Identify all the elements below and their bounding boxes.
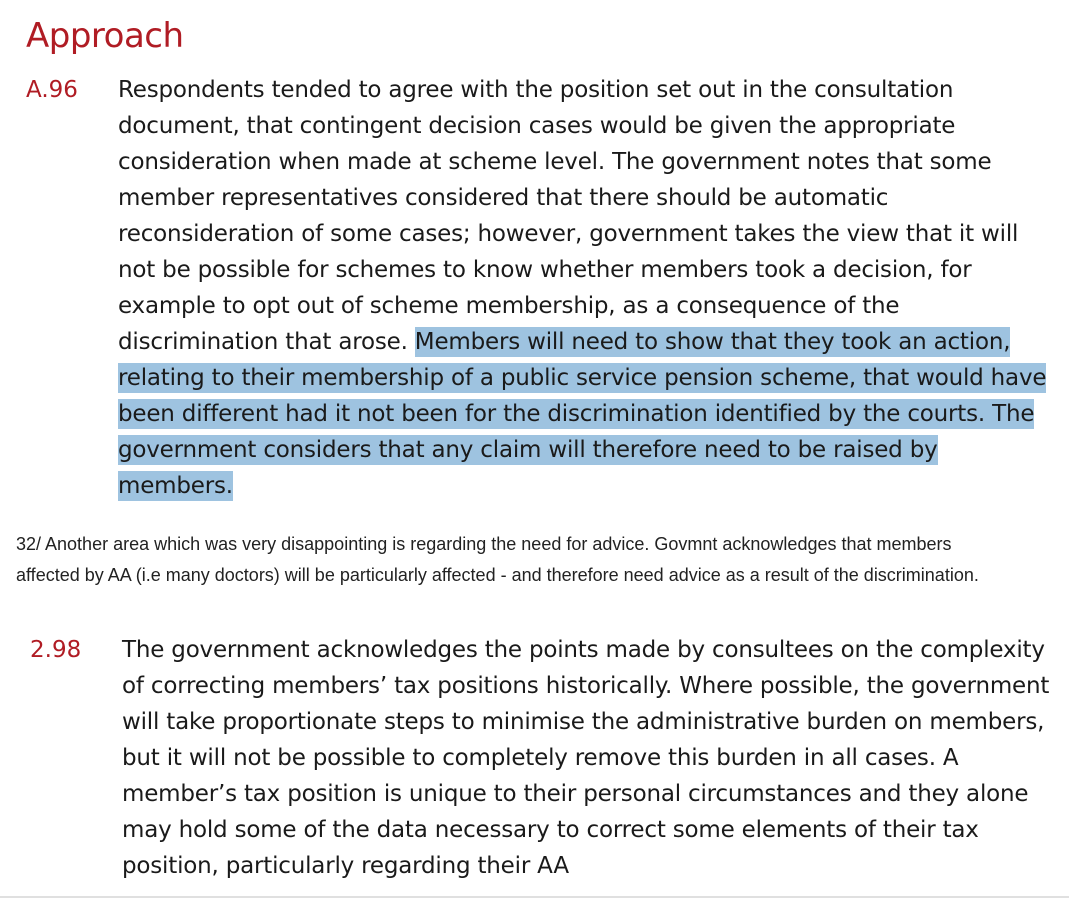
paragraph-a96 (26, 72, 1056, 504)
paragraph-number: A.96 (26, 77, 78, 103)
paragraph-body: The government acknowledges the points made by consultees on the complexity of correcting members’ tax positions historically. Where possible, the government will take proportionate steps to minimise the administrative burden on members, but it will not be possible to completely remove this burden in all cases. A member’s tax position is unique to their personal circumstances and they alone may hold some of the data necessary to correct some elements of their tax position, particularly regarding their AA (122, 637, 1050, 879)
paragraph-2-98 (30, 632, 1060, 884)
section-title: Approach (26, 16, 184, 56)
paragraph-text: Respondents tended to agree with the position set out in the consultation document, that contingent decision cases would be given the appropriate consideration when made at scheme level. The government notes that some member representatives considered that there should be automatic reconsideration of some cases; however, government takes the view that it will not be possible for schemes to know whether members took a decision, for example to opt out of scheme membership, as a consequence of the discrimination that arose. (118, 77, 1019, 355)
tweet-text: 32/ Another area which was very disappointing is regarding the need for advice. Govmnt acknowledges that members affected by AA (i.e many doctors) will be particularly affected - and therefore need advice as a result of the discrimination. (16, 534, 979, 585)
highlighted-text: Members will need to show that they took an action, relating to their membership of a public service pension scheme, that would have been different had it not been for the discrimination identified by the courts. The government considers that any claim will therefore need to be raised by members. (118, 329, 1047, 499)
paragraph-number: 2.98 (30, 637, 82, 663)
paragraph-body (118, 72, 1056, 504)
